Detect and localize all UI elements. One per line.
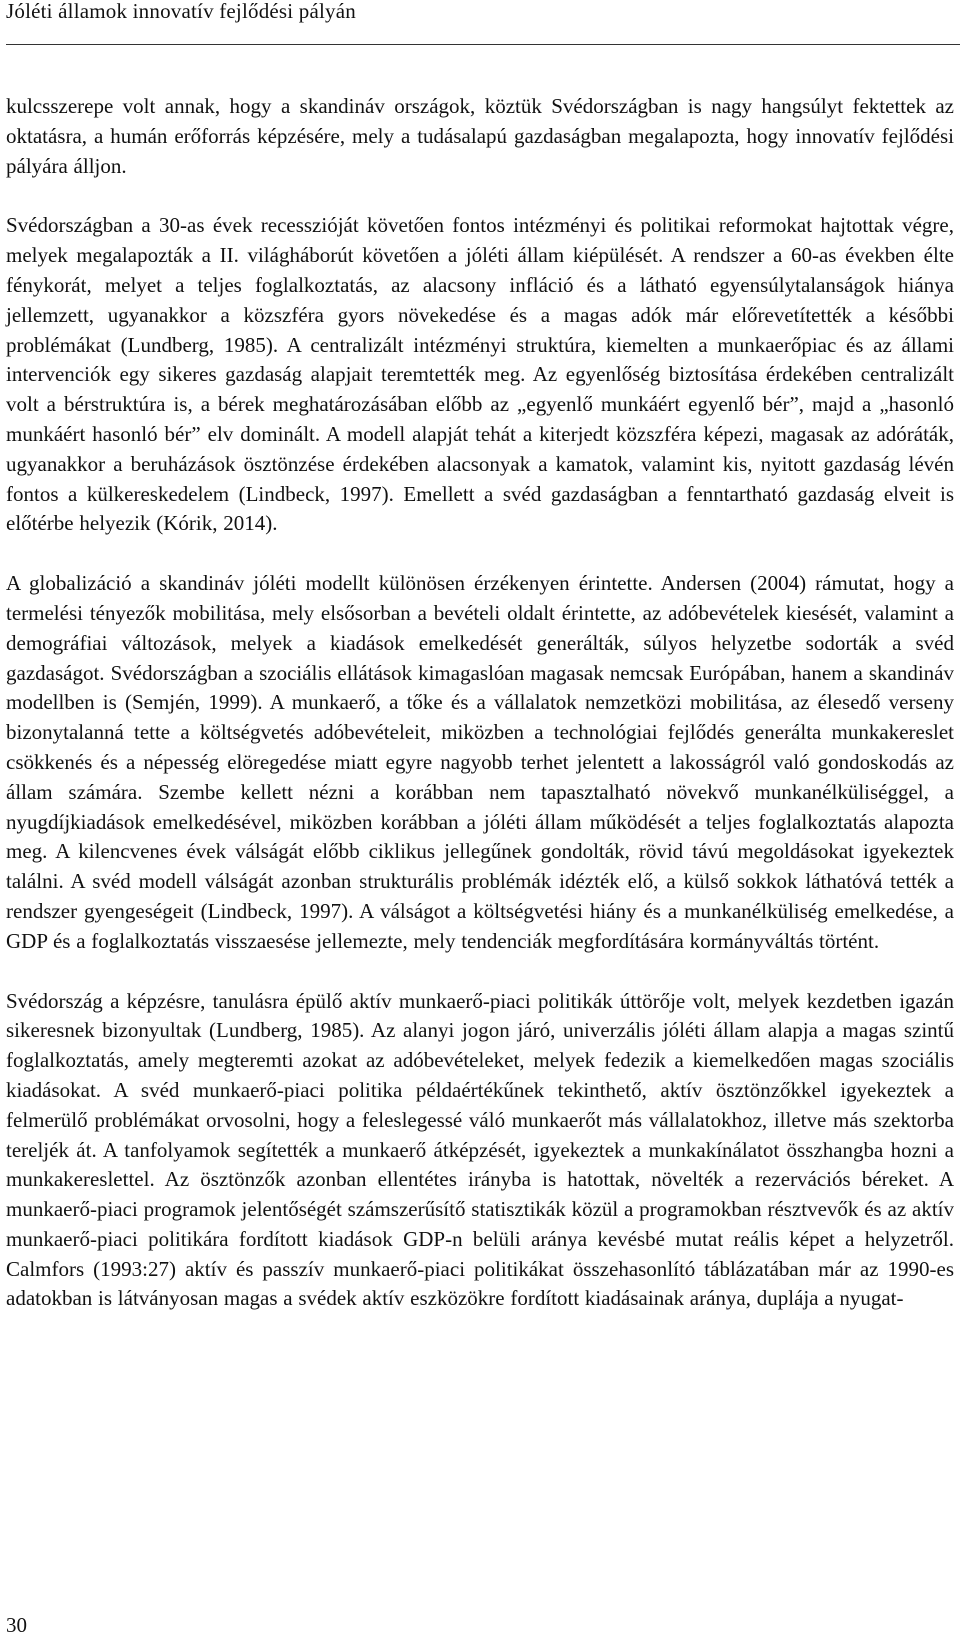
paragraph-1: kulcsszerepe volt annak, hogy a skandináv országok, köztük Svédországban is nagy hangsúlyt fektettek az oktatásra, a humán erőforrás képzésére, mely a tudásalapú gazdaságban megalapozta, hogy innovatív fejlődési pályára álljon. xyxy=(6,94,954,178)
paragraph-2: Svédországban a 30-as évek recesszióját követően fontos intézményi és politikai reformokat hajtottak végre, melyek megalapozták a II. világháborút követően a jóléti állam kiépülését. A rendszer a 60-as években élte fénykorát, melyet a teljes foglalkoztatás, az alacsony infláció és a látható egyensúlytalanságok hiánya jellemzett, ugyanakkor a közszféra gyors növekedése és a magas adók már előrevetítették a későbbi problémákat (Lundberg, 1985). A centralizált intézményi struktúra, kiemelten a munkaerőpiac és az állami intervenciók egy sikeres gazdaság alapjait teremtették meg. Az egyenlőség biztosítása érdekében centralizált volt a bérstruktúra is, a bérek meghatározásában előbb az „egyenlő munkáért egyenlő bér”, majd a „hasonló munkáért hasonló bér” elv dominált. A modell alapját tehát a kiterjedt közszféra képezi, magasak az adóráták, ugyanakkor a beruházások ösztönzése érdekében alacsonyak a kamatok, valamint kis, nyitott gazdaság lévén fontos a külkereskedelem (Lindbeck, 1997). Emellett a svéd gazdaságban a fenntartható gazdaság elveit is előtérbe helyezik (Kórik, 2014). xyxy=(6,213,954,536)
paragraph-4: Svédország a képzésre, tanulásra épülő aktív munkaerő-piaci politikák úttörője volt, melyek kezdetben igazán sikeresnek bizonyultak (Lundberg, 1985). Az alanyi jogon járó, univerzális jóléti állam alapja a magas szintű foglalkoztatás, amely megteremti azokat az adóbevételeket, melyek fedezik a kiemelkedően magas szociális kiadásokat. A svéd munkaerő-piaci politika példaértékűnek tekinthető, aktív ösztönzőkkel igyekeztek a felmerülő problémákat orvosolni, hogy a feleslegessé váló munkaerőt más vállalatokhoz, illetve más szektorba tereljék át. A tanfolyamok segítették a munkaerő átképzését, igyekeztek a munkakínálatot összhangba hozni a munkakereslettel. Az ösztönzők azonban ellentétes irányba is hatottak, növelték a rezervációs béreket. A munkaerő-piaci programok jelentőségét számszerűsítő statisztikák közül a programokban résztvevők és az aktív munkaerő-piaci politikára fordított kiadások GDP-n belüli aránya kevésbé mutat reális képet a helyzetről. Calmfors (1993:27) aktív és passzív munkaerő-piaci politikákat összehasonlító táblázatában már az 1990-es adatokban is látványosan magas a svédek aktív eszközökre fordított kiadásainak aránya, duplája a nyugat- xyxy=(6,988,954,1311)
running-header-title: Jóléti államok innovatív fejlődési pályán xyxy=(6,0,356,23)
paragraph-3: A globalizáció a skandináv jóléti modellt különösen érzékenyen érintette. Andersen (2004) rámutat, hogy a termelési tényezők mobilitása, mely elsősorban a bevételi oldalt érintette, az adóbevételek kiesését, valamint a demográfiai változások, melyek a kiadások emelkedését generálták, súlyos helyzetbe sodorták a svéd gazdaságot. Svédországban a szociális ellátások kimagaslóan magasak nemcsak Európában, hanem a skandináv modellben is (Semjén, 1999). A munkaerő, a tőke és a vállalatok nemzetközi mobilitása, az élesedő verseny bizonytalanná tette a költségvetés adóbevételeit, miközben a technológiai fejlődés generálta munkakereslet csökkenés és a népesség elöregedése miatt egyre nagyobb terhet jelentett a lakosságról való gondoskodás az állam számára. Szembe kellett nézni a korábban nem tapasztalható növekvő munkanélküliséggel, a nyugdíjkiadások emelkedésével, miközben korábban a jóléti állam működését a teljes foglalkoztatás alapozta meg. A kilencvenes évek válságát előbb ciklikus jellegűnek gondolták, rövid távú megoldásokat igyekeztek találni. A svéd modell válságát azonban strukturális problémák idézték elő, a külső sokkok láthatóvá tették a rendszer gyengeségeit (Lindbeck, 1997). A válságot a költségvetési hiány és a munkanélküliség emelkedése, a GDP és a foglalkoztatás visszaesése jellemezte, mely tendenciák megfordítására kormányváltás történt. xyxy=(6,571,954,953)
running-header xyxy=(6,0,960,45)
body-text xyxy=(6,92,954,1314)
page-number: 30 xyxy=(6,1613,27,1637)
